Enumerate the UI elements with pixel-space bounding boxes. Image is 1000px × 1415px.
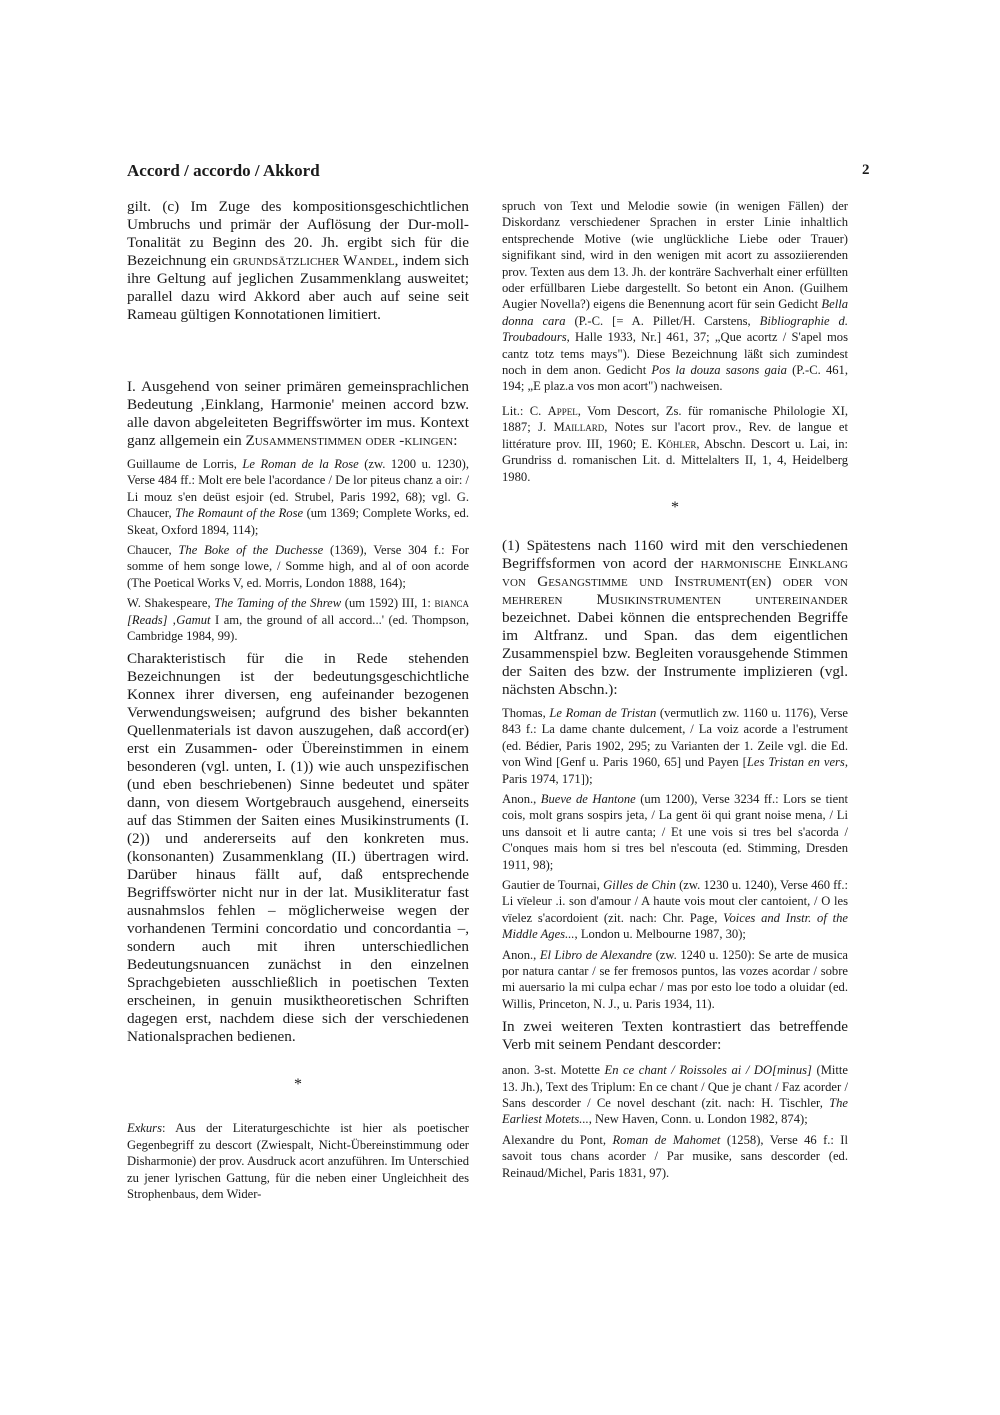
literature-list: Lit.: C. Appel, Vom Descort, Zs. für romanische Philologie XI, 1887; J. Maillard, Notes sur l'acort prov., Rev. de langue et littérature prov. III, 1960; E. Köhler, Abschn. Descort u. Lai, in: Grundriss d. romanischen Lit. d. Mittelalters II, 1, 4, Heidelberg 1980. [502, 403, 848, 484]
source-citation: Alexandre du Pont, Roman de Mahomet (1258), Verse 46 f.: Il savoit tous chans acorder / Par musike, sans descorder (ed. Reinaud/Michel, Paris 1831, 97). [502, 1132, 849, 1180]
source-citation: Anon., El Libro de Alexandre (zw. 1240 u. 1250): Se arte de musica por natura cantar / se fer fremosos puntos, las vozes acordar / sobre mi auersario la mi culpa echar / mas por esto loe todo a oluidar (ed. Willis, Princeton, N. J., u. Paris 1934, 11). [502, 947, 848, 1011]
source-citation: Guillaume de Lorris, Le Roman de la Rose (zw. 1200 u. 1230), Verse 484 ff.: Molt ere bele l'acordance / De lor piteus chanz a oir: / Li mouz s'en deüst esjoir (ed. Strubel, Paris 1992, 68); vgl. G. Chaucer, The Romaunt of the Rose (um 1369; Complete Works, ed. Skeat, Oxford 1894, 114); [127, 457, 470, 537]
source-citation: anon. 3-st. Motette En ce chant / Roissoles ai / DO[minus] (Mitte 13. Jh.), Text des Triplum: En ce chant / Que je chant / Faz acorder / Sans descorder / Ce novel deschant (zit. nach: H. Tischler, The Earliest Motets..., New Haven, Conn. u. London 1982, 874); [502, 1063, 848, 1127]
paragraph-section-i: I. Ausgehend von seiner primären gemeinsprachlichen Bedeutung ‚Einklang, Harmonie' meinen accord bzw. alle davon abgeleiteten Begriffswörter im mus. Kontext ganz allgemein ein Zusammenstimmen oder -klingen: [127, 378, 469, 449]
paragraph-c: gilt. (c) Im Zuge des kompositionsgeschichtlichen Umbruchs und primär der Auflösung der Dur-moll-Tonalität zu Beginn des 20. Jh. ergibt sich für die Bezeichnung ein grundsätzlicher Wandel, indem sich ihre Geltung auf jeglichen Zusammenklang ausweitet; parallel dazu wird Akkord aber auch auf seine seit Rameau gültigen Konnotationen limitiert. [127, 198, 469, 323]
paragraph-body: Charakteristisch für die in Rede stehenden Bezeichnungen ist der bedeutungsgeschichtliche Konnex ihrer diversen, eng aufeinander bezogenen Verwendungsweisen; aufgrund des bisher bekannten Quellenmaterials ist davon auszugehen, daß accord(er) erst ein Zusammen- oder Übereinstimmen in einem besonderen (vgl. unten, I. (1)) wie auch unspezifischen (und eben beschriebenen) Sinne bedeutet und später dann, von diesem Wortgebrauch ausgehend, einerseits auf das Stimmen der Saiten eines Musikinstruments (I. (2)) und andererseits auf den konkreten mus. (konsonanten) Zusammenklang (II.) übertragen wird. Darüber hinaus fällt auf, daß entsprechende Begriffswörter nicht nur in der lat. Musikliteratur fast ausnahmslos fehlen – möglicherweise wegen der vorhandenen Termini concordatio und concordantia –, sondern auch mit ihren unterschiedlichen Bedeutungsnuancen zunächst in den einzelnen Sprachgebieten ausschließlich in poetischen Texten erscheinen, in genuin musiktheoretischen Schriften dagegen erst, nachdem diese sich der verschiedenen Nationalsprachen bedienen. [127, 650, 469, 1046]
excursus-paragraph: Exkurs: Aus der Literaturgeschichte ist hier als poetischer Gegenbegriff zu descort (Zwiespalt, Nicht-Übereinstimmung oder Disharmonie) der prov. Ausdruck acort anzuführen. Im Unterschied zu jener lyrischen Gattung, für die neben einer Ungleichheit des Strophenbaus, dem Wider- [127, 1121, 469, 1202]
right-column [502, 198, 848, 1185]
paragraph-section-1: (1) Spätestens nach 1160 wird mit den verschiedenen Begriffsformen von acord der harmonische Einklang von Gesangstimme und Instrument(en) oder von mehreren Musikinstrumenten untereinander bezeichnet. Dabei können die entsprechenden Begriffe im Altfranz. und Span. das dem eigentlichen Zusammenspiel bzw. Begleiten vorausgehende Stimmen der Saiten des bzw. der Instrumente implizieren (vgl. nächsten Abschn.): [502, 536, 848, 698]
excursus-continuation: spruch von Text und Melodie sowie (in wenigen Fällen) der Diskordanz verschiedener Sprachen in erster Linie inhaltlich entsprechende Motive (wie unglückliche Liebe oder Trauer) signifikant sind, wird in den wenigen mit acort zu assoziierenden prov. Texten aus dem 13. Jh. der konträre Sachverhalt einer erfüllten oder erfüllbaren Liebe dargestellt. So betont ein Anon. (Guilhem Augier Novella?) eigens die Benennung acort für sein Gedicht Bella donna cara (P.-C. [= A. Pillet/H. Carstens, Bibliographie d. Troubadours, Halle 1933, Nr.] 461, 37; „Que acortz / S'apel mos cantz totz tems mays"). Diese Bezeichnung läßt sich zumindest noch in dem anon. Gedicht Pos la douza sasons gaia (P.-C. 461, 194; „E plaz.a vos mon acort") nachweisen. [502, 199, 848, 394]
page-number: 2 [862, 162, 870, 178]
running-header-title: Accord / accordo / Akkord [127, 161, 320, 180]
source-citation: Gautier de Tournai, Gilles de Chin (zw. 1230 u. 1240), Verse 460 ff.: Li vïeleur .i. son d'amour / A haute vois mout cler cantoient, / O les vïelez s'acordoient (zit. nach: Chr. Page, Voices and Instr. of the Middle Ages..., London u. Melbourne 1987, 30); [502, 877, 849, 942]
section-separator: * [294, 1076, 302, 1094]
source-citation: Thomas, Le Roman de Tristan (vermutlich zw. 1160 u. 1176), Verse 843 f.: La dame chante dulcement, / La voiz acorde a l'estrument (ed. Bédier, Paris 1902, 295; zu Varianten der 1. Zeile vgl. die Ed. von Wind [Genf u. Paris 1960, 65] und Payen [Les Tristan en vers, Paris 1974, 171]); [502, 705, 848, 786]
left-column [127, 198, 469, 1203]
source-citation: W. Shakespeare, The Taming of the Shrew (um 1592) III, 1: bianca [Reads] ‚Gamut I am, the ground of all accord...' (ed. Thompson, Cambridge 1984, 99). [127, 596, 470, 644]
source-citation: Chaucer, The Boke of the Duchesse (1369), Verse 304 f.: For somme of hem songe lowe, / Somme high, and al of oon acorde (The Poetical Works V, ed. Morris, London 1888, 164); [127, 543, 469, 590]
paragraph-body: In zwei weiteren Texten kontrastiert das betreffende Verb mit seinem Pendant descorder: [502, 1018, 848, 1054]
section-separator: * [671, 498, 679, 516]
source-citation: Anon., Bueve de Hantone (um 1200), Verse 3234 ff.: Lors se tient cois, molt grans sospirs jeta, / La gent öi qui grant noise mena, / Li uns dansoit et li autre canta; / Et une vois si tres bel s'acorda / C'onques mais hom si tres bel n'escouta (ed. Stimming, Dresden 1911, 98); [502, 791, 849, 872]
